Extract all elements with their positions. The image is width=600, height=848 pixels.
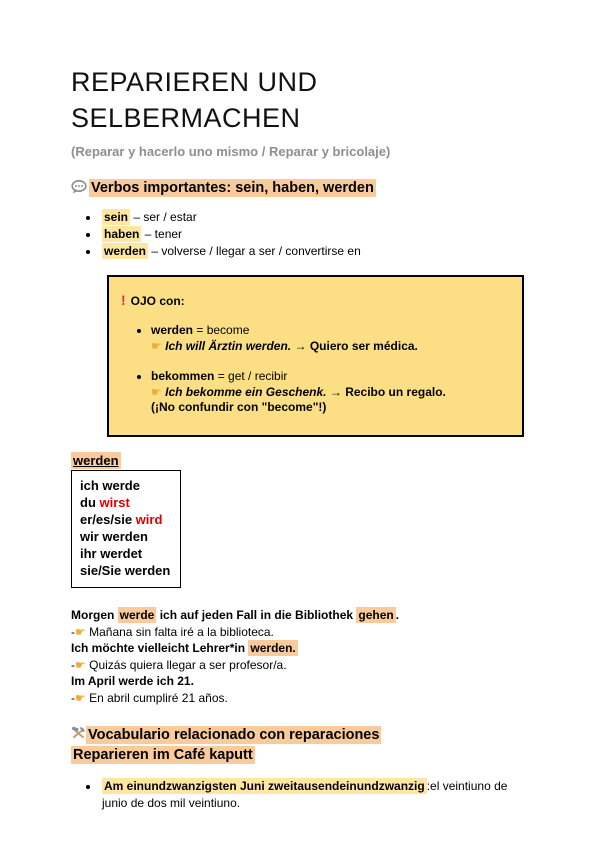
conjugation-table (71, 470, 181, 588)
page-title-line1: REPARIEREN UND (71, 67, 318, 97)
conjugation-row: ihr werdet (80, 546, 143, 561)
term-sein: sein (104, 210, 129, 224)
ojo-term: bekommen (151, 369, 215, 383)
list-item-werden (100, 243, 529, 260)
pointing-finger-icon: ☛ (75, 690, 86, 705)
section-subheading-reparieren: Reparieren im Café kaputt (73, 746, 253, 763)
ojo-item-bekommen-definition (151, 369, 508, 384)
vocab-list (71, 778, 529, 812)
conjugation-row: du wirst (80, 495, 130, 510)
ojo-term-meaning: = become (193, 323, 250, 337)
example-sentences (71, 607, 529, 706)
list-item-sein (100, 209, 529, 226)
pointing-finger-icon: ☛ (151, 385, 162, 399)
conjugation-row: ich werde (80, 478, 140, 493)
ojo-note: (¡No confundir con "become"!) (151, 400, 327, 414)
term-sein-translation: – ser / estar (130, 210, 197, 224)
list-item-haben (100, 226, 529, 243)
conjugation-label: werden (73, 453, 119, 468)
section-heading-verbos (71, 179, 529, 200)
example-2-german: Ich möchte vielleicht Lehrer*in werden. (71, 641, 296, 655)
example-german: Ich bekomme ein Geschenk. (165, 385, 327, 399)
vocab-term-date: Am einundzwanzigsten Juni zweitausendeinundzwanzig (104, 779, 425, 793)
page-title-line2: SELBERMACHEN (71, 103, 301, 133)
ojo-term: werden (151, 323, 194, 337)
term-werden-translation: – volverse / llegar a ser / convertirse en (148, 244, 361, 258)
ojo-item-werden (151, 323, 508, 354)
vocab-term-date-translation: :el veintiuno de junio de dos mil veintiuno. (102, 779, 508, 810)
conjugation-label-row (71, 453, 529, 468)
pointing-finger-icon: ☛ (75, 657, 86, 672)
section-heading-vocabulario-label: Vocabulario relacionado con reparaciones (88, 727, 380, 743)
ojo-item-werden-definition (151, 323, 508, 338)
example-german: Ich will Ärztin werden. (165, 339, 292, 353)
term-haben: haben (104, 227, 140, 241)
ojo-heading (121, 292, 508, 308)
ojo-list (121, 323, 508, 415)
arrow-right-icon: → (329, 385, 342, 399)
section-heading-verbos-label: Verbos importantes: sein, haben, werden (91, 180, 374, 196)
ojo-warning-box (107, 275, 524, 437)
ojo-item-werden-example (151, 339, 508, 354)
ojo-item-bekommen (151, 369, 508, 415)
example-2-spanish: -☛ Quizás quiera llegar a ser profesor/a. (71, 657, 287, 672)
exclamation-icon: ! (121, 292, 126, 308)
term-werden: werden (104, 244, 147, 258)
example-3-german: Im April werde ich 21. (71, 674, 194, 688)
conjugation-row: sie/Sie werden (80, 563, 171, 578)
list-item-date (100, 778, 529, 812)
page-subtitle: (Reparar y hacerlo uno mismo / Reparar y bricolaje) (71, 144, 391, 159)
example-spanish: Recibo un regalo. (345, 385, 446, 399)
conjugation-row: er/es/sie wird (80, 512, 163, 527)
example-1-spanish: -☛ Mañana sin falta iré a la biblioteca. (71, 624, 274, 639)
conjugation-row: wir werden (80, 529, 148, 544)
ojo-term-meaning: = get / recibir (214, 369, 288, 383)
ojo-heading-label: OJO con: (130, 294, 185, 308)
pointing-finger-icon: ☛ (75, 624, 86, 639)
term-haben-translation: – tener (141, 227, 183, 241)
ojo-item-bekommen-example (151, 385, 508, 400)
example-3-spanish: -☛ En abril cumpliré 21 años. (71, 690, 228, 705)
arrow-right-icon: → (294, 339, 307, 353)
pointing-finger-icon: ☛ (151, 339, 162, 353)
page-title (71, 64, 529, 136)
example-1-german: Morgen werde ich auf jeden Fall in die Bibliothek gehen . (71, 608, 400, 622)
verbos-list (71, 209, 529, 260)
example-spanish: Quiero ser médica. (309, 339, 418, 353)
speech-balloon-icon (71, 180, 87, 200)
section-heading-vocabulario (71, 726, 529, 765)
hammer-and-pick-icon (71, 727, 86, 743)
